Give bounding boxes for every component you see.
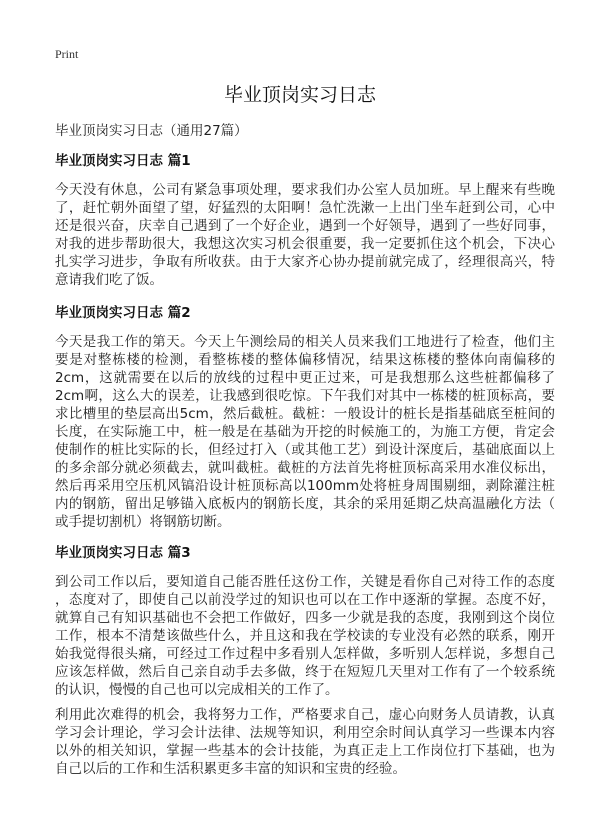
paragraph-line: 内的钢筋，留出足够锚入底板内的钢筋长度，其余的采用延期乙炔高温融化方法（ — [55, 496, 555, 512]
paragraph-line: 工作，根本不清楚该做些什么，并且这和我在学校读的专业没有必然的联系，刚开 — [55, 628, 555, 644]
paragraph-line: 始我觉得很头痛，可经过工作过程中多看别人怎样做，多听别人怎样说，多想自己 — [55, 646, 555, 662]
paragraph-line: 到公司工作以后，要知道自己能否胜任这份工作，关键是看你自己对待工作的态度 — [55, 574, 555, 590]
print-link[interactable]: Print — [55, 47, 79, 61]
paragraph-line: 然后再采用空压机风镐沿设计桩顶标高以100mm处将桩身周围剔细，剥除灌注桩 — [55, 478, 555, 494]
paragraph-line: 还是很兴奋，庆幸自己遇到了一个好企业，遇到一个好领导，遇到了一些好同事， — [55, 218, 555, 234]
paragraph — [55, 181, 555, 289]
paragraph-line: ，态度对了，即使自己以前没学过的知识也可以在工作中逐渐的掌握。态度不好， — [55, 592, 555, 608]
paragraph-line: 2cm啊，这么大的误差，让我感到很吃惊。下午我们对其中一栋楼的桩顶标高，要 — [55, 388, 555, 404]
document-subtitle: 毕业顶岗实习日志（通用27篇） — [55, 123, 248, 139]
paragraph-line: 扎实学习进步，争取有所收获。由于大家齐心协办提前就完成了，经理很高兴，特 — [55, 254, 555, 270]
paragraph-line: 要是对整栋楼的检测，看整栋楼的整体偏移情况，结果这栋楼的整体向南偏移的 — [55, 352, 555, 368]
paragraph — [55, 333, 555, 531]
section-heading: 毕业顶岗实习日志 篇3 — [55, 545, 191, 561]
section-heading: 毕业顶岗实习日志 篇2 — [55, 305, 191, 321]
page-title: 毕业顶岗实习日志 — [223, 84, 376, 106]
paragraph-line: 求比槽里的垫层高出5cm，然后截桩。截桩：一般设计的桩长是指基础底至桩间的 — [55, 406, 555, 422]
paragraph-line: 的多余部分就必须截去，就叫截桩。截桩的方法首先将桩顶标高采用水准仪标出， — [55, 460, 555, 476]
paragraph — [55, 573, 555, 699]
paragraph-line: 自己以后的工作和生活积累更多丰富的知识和宝贵的经验。 — [55, 761, 406, 777]
paragraph-line: 以外的相关知识，掌握一些基本的会计技能，为真正走上工作岗位打下基础，也为 — [55, 743, 555, 759]
paragraph-line: 今天是我工作的第天。今天上午测绘局的相关人员来我们工地进行了检查，他们主 — [55, 334, 555, 350]
paragraph-line: 长度，在实际施工中，桩一般是在基础为开挖的时候施工的，为施工方便，肯定会 — [55, 424, 555, 440]
paragraph-line: 意请我们吃了饭。 — [55, 272, 163, 288]
paragraph-line: 使制作的桩比实际的长，但经过打入（或其他工艺）到设计深度后，基础底面以上 — [55, 442, 555, 458]
section-heading: 毕业顶岗实习日志 篇1 — [55, 153, 191, 169]
paragraph-line: 或手提切割机）将钢筋切断。 — [55, 514, 231, 530]
paragraph-line: 2cm，这就需要在以后的放线的过程中更正过来，可是我想那么这些桩都偏移了 — [55, 370, 555, 386]
paragraph-line: 应该怎样做，然后自己亲自动手去多做，终于在短短几天里对工作有了一个较系统 — [55, 664, 555, 680]
paragraph-line: 了，赶忙朝外面望了望，好猛烈的太阳啊！急忙洗漱一上出门坐车赶到公司，心中 — [55, 200, 555, 216]
paragraph — [55, 706, 555, 778]
paragraph-line: 就算自己有知识基础也不会把工作做好，四多一少就是我的态度，我刚到这个岗位 — [55, 610, 555, 626]
paragraph-line: 的认识，慢慢的自己也可以完成相关的工作了。 — [55, 682, 339, 698]
paragraph-line: 今天没有休息，公司有紧急事项处理，要求我们办公室人员加班。早上醒来有些晚 — [55, 182, 555, 198]
paragraph-line: 利用此次难得的机会，我将努力工作，严格要求自己，虚心向财务人员请教，认真 — [55, 707, 555, 723]
paragraph-line: 对我的进步帮助很大，我想这次实习机会很重要，我一定要抓住这个机会，下决心 — [55, 236, 555, 252]
paragraph-line: 学习会计理论，学习会计法律、法规等知识，利用空余时间认真学习一些课本内容 — [55, 725, 555, 741]
